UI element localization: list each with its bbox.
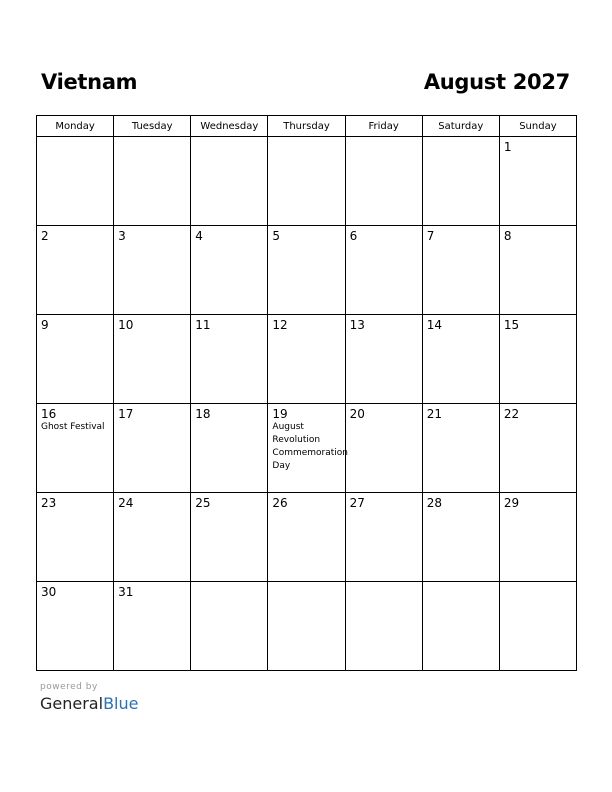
day-number: 17 xyxy=(118,407,134,421)
day-cell xyxy=(191,137,268,226)
day-number xyxy=(268,137,344,140)
day-cell xyxy=(499,493,576,582)
day-cell xyxy=(345,582,422,671)
day-number xyxy=(500,582,576,585)
day-cell xyxy=(37,226,114,315)
day-number: 8 xyxy=(503,229,512,243)
day-cell xyxy=(422,493,499,582)
day-number xyxy=(423,137,499,140)
week-row xyxy=(37,404,577,493)
weekday-header: Friday xyxy=(345,116,422,137)
day-number: 29 xyxy=(503,496,520,510)
day-cell xyxy=(191,315,268,404)
day-number xyxy=(346,582,422,585)
powered-by-label: powered by xyxy=(40,682,98,692)
weekday-header: Sunday xyxy=(499,116,576,137)
day-cell xyxy=(345,226,422,315)
day-number: 21 xyxy=(426,407,442,421)
day-number: 7 xyxy=(426,229,435,243)
week-row xyxy=(37,493,577,582)
day-cell xyxy=(345,493,422,582)
day-cell xyxy=(499,582,576,671)
weekday-header: Monday xyxy=(37,116,114,137)
day-number: 31 xyxy=(118,585,134,599)
day-number: 19 xyxy=(272,407,288,421)
day-number: 15 xyxy=(503,318,520,332)
day-number: 3 xyxy=(118,229,126,243)
day-cell xyxy=(268,226,345,315)
holiday-label: August Revolution Commemoration Day xyxy=(272,422,349,471)
day-cell xyxy=(268,315,345,404)
day-cell xyxy=(114,137,191,226)
day-number xyxy=(191,582,267,585)
brand-general-text: General xyxy=(40,694,104,713)
day-number xyxy=(37,137,113,140)
day-cell xyxy=(499,315,576,404)
day-number: 25 xyxy=(195,496,211,510)
week-row xyxy=(37,582,577,671)
day-cell xyxy=(37,137,114,226)
day-number: 16 xyxy=(41,407,57,421)
weekday-header: Tuesday xyxy=(114,116,191,137)
footer-branding xyxy=(40,682,138,713)
day-number: 23 xyxy=(41,496,57,510)
day-cell xyxy=(422,404,499,493)
day-cell xyxy=(422,137,499,226)
weekday-header: Thursday xyxy=(268,116,345,137)
day-cell xyxy=(345,404,422,493)
day-number xyxy=(346,137,422,140)
day-number: 22 xyxy=(503,407,520,421)
day-number xyxy=(191,137,267,140)
day-cell xyxy=(191,493,268,582)
day-number: 20 xyxy=(349,407,365,421)
day-number: 10 xyxy=(118,318,134,332)
day-cell xyxy=(345,315,422,404)
day-cell xyxy=(268,582,345,671)
calendar-grid xyxy=(36,115,577,671)
day-number: 1 xyxy=(503,140,512,154)
week-row xyxy=(37,137,577,226)
day-number xyxy=(423,582,499,585)
day-number: 5 xyxy=(272,229,281,243)
weekday-header-row xyxy=(37,116,577,137)
day-number: 26 xyxy=(272,496,288,510)
day-cell xyxy=(114,226,191,315)
day-number: 18 xyxy=(195,407,211,421)
day-cell xyxy=(114,315,191,404)
day-number: 27 xyxy=(349,496,365,510)
day-cell xyxy=(114,582,191,671)
day-number: 28 xyxy=(426,496,442,510)
day-cell xyxy=(268,493,345,582)
day-number: 2 xyxy=(41,229,49,243)
brand-blue-text: Blue xyxy=(103,694,139,713)
day-cell xyxy=(37,404,114,493)
day-cell xyxy=(191,226,268,315)
day-number: 12 xyxy=(272,318,288,332)
brand-logo xyxy=(40,694,138,713)
weekday-header: Saturday xyxy=(422,116,499,137)
day-number: 13 xyxy=(349,318,365,332)
holiday-label: Ghost Festival xyxy=(41,422,105,432)
day-cell xyxy=(499,226,576,315)
day-number: 11 xyxy=(195,318,211,332)
day-cell xyxy=(114,404,191,493)
week-row xyxy=(37,315,577,404)
day-cell xyxy=(37,582,114,671)
day-cell xyxy=(422,315,499,404)
day-number: 6 xyxy=(349,229,358,243)
calendar-title-country: Vietnam xyxy=(41,70,138,94)
calendar-title-month: August 2027 xyxy=(423,70,570,94)
day-number: 24 xyxy=(118,496,134,510)
day-cell xyxy=(114,493,191,582)
weekday-header: Wednesday xyxy=(191,116,268,137)
day-number xyxy=(268,582,344,585)
day-cell xyxy=(499,137,576,226)
week-row xyxy=(37,226,577,315)
day-cell xyxy=(37,493,114,582)
day-cell xyxy=(422,226,499,315)
day-number: 14 xyxy=(426,318,442,332)
day-cell xyxy=(37,315,114,404)
day-number: 4 xyxy=(195,229,203,243)
day-cell xyxy=(191,404,268,493)
day-cell xyxy=(191,582,268,671)
day-cell xyxy=(345,137,422,226)
day-cell xyxy=(268,137,345,226)
day-number xyxy=(114,137,190,140)
day-number: 30 xyxy=(41,585,57,599)
day-cell xyxy=(268,404,349,493)
day-cell xyxy=(422,582,499,671)
day-number: 9 xyxy=(41,318,49,332)
day-cell xyxy=(499,404,576,493)
